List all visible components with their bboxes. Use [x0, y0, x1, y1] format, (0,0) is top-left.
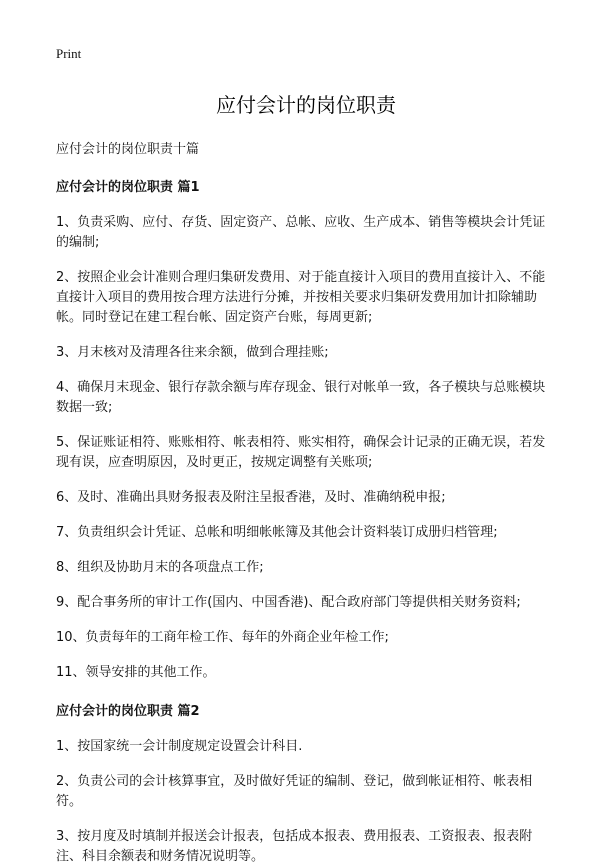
list-item: 6、及时、准确出具财务报表及附注呈报香港，及时、准确纳税申报;	[56, 490, 446, 505]
list-item: 2、按照企业会计准则合理归集研发费用、对于能直接计入项目的费用直接计入、不能直接计入项目的费用按合理方法进行分摊，并按相关要求归集研发费用加计扣除辅助帐。同时登记在建工程台帐、固定资产台账，每周更新;	[56, 270, 546, 325]
list-item: 5、保证账证相符、账账相符、帐表相符、账实相符，确保会计记录的正确无误，若发现有误，应查明原因，及时更正，按规定调整有关账项;	[56, 435, 546, 470]
list-item: 10、负责每年的工商年检工作、每年的外商企业年检工作;	[56, 630, 389, 645]
section-heading: 应付会计的岗位职责 篇1	[56, 180, 200, 195]
list-item: 7、负责组织会计凭证、总帐和明细帐帐簿及其他会计资料装订成册归档管理;	[56, 525, 498, 540]
list-item: 4、确保月末现金、银行存款余额与库存现金、银行对帐单一致，各子模块与总账模块数据一致;	[56, 380, 546, 415]
section-1	[56, 179, 556, 683]
list-item: 11、领导安排的其他工作。	[56, 665, 216, 680]
document-subtitle: 应付会计的岗位职责十篇	[56, 142, 200, 157]
list-item: 3、月末核对及清理各往来余额，做到合理挂账;	[56, 345, 329, 360]
list-item: 1、负责采购、应付、存货、固定资产、总帐、应收、生产成本、销售等模块会计凭证的编制;	[56, 215, 546, 250]
section-heading: 应付会计的岗位职责 篇2	[56, 704, 200, 719]
list-item: 1、按国家统一会计制度规定设置会计科目.	[56, 739, 303, 754]
list-item: 3、按月度及时填制并报送会计报表，包括成本报表、费用报表、工资报表、报表附注、科目余额表和财务情况说明等。	[56, 829, 533, 864]
list-item: 8、组织及协助月末的各项盘点工作;	[56, 560, 264, 575]
page-title: 应付会计的岗位职责	[216, 93, 396, 117]
section-2	[56, 703, 556, 867]
list-item: 9、配合事务所的审计工作(国内、中国香港)、配合政府部门等提供相关财务资料;	[56, 595, 521, 610]
print-label: Print	[56, 46, 82, 61]
list-item: 2、负责公司的会计核算事宜，及时做好凭证的编制、登记，做到帐证相符、帐表相符。	[56, 774, 533, 809]
